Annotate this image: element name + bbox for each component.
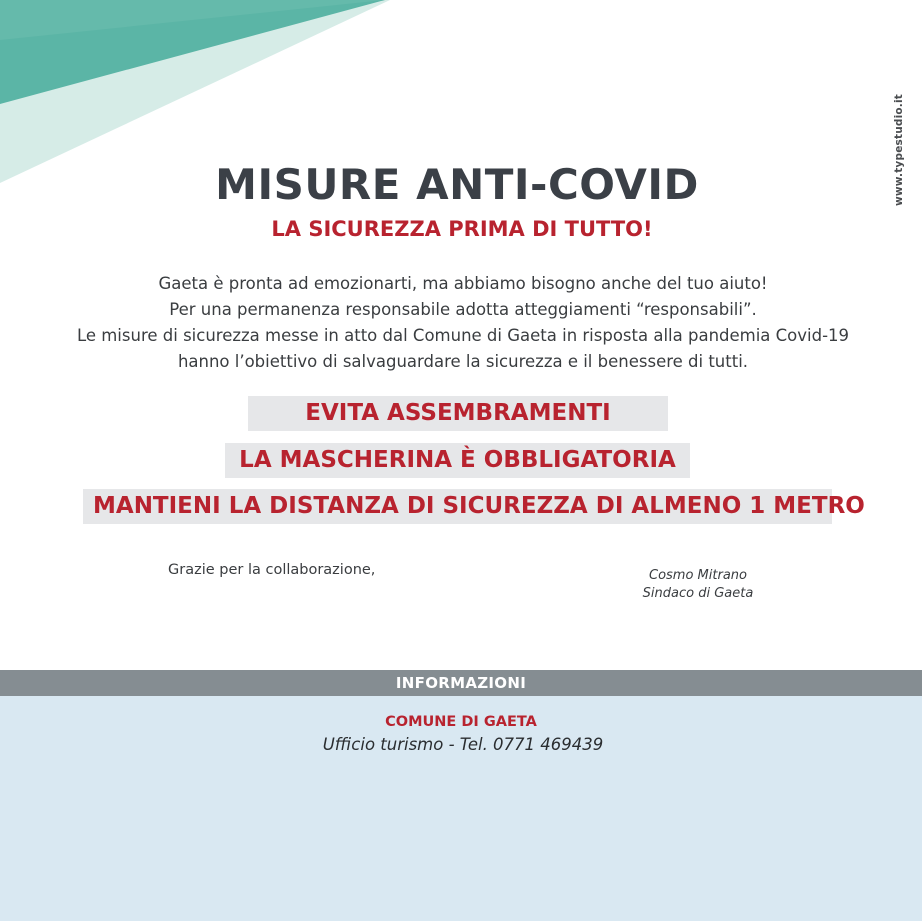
info-organization: COMUNE DI GAETA	[385, 714, 537, 730]
intro-line: Gaeta è pronta ad emozionarti, ma abbiamo bisogno anche del tuo aiuto!	[158, 274, 768, 293]
intro-line: Le misure di sicurezza messe in atto dal Comune di Gaeta in risposta alla pandemia Covid-19	[76, 326, 850, 345]
thanks-text: Grazie per la collaborazione,	[168, 562, 376, 578]
intro-line: hanno l’obiettivo di salvaguardare la sicurezza e il benessere di tutti.	[177, 352, 749, 371]
signature	[620, 567, 776, 603]
intro-paragraph	[0, 271, 922, 375]
typestudio-credit: www.typestudio.it	[893, 94, 905, 206]
info-header: INFORMAZIONI	[0, 670, 922, 696]
intro-line: Per una permanenza responsabile adotta atteggiamenti “responsabili”.	[169, 300, 757, 319]
signature-role: Sindaco di Gaeta	[642, 586, 754, 601]
rule-avoid-gatherings: EVITA ASSEMBRAMENTI	[248, 396, 668, 431]
info-contact: Ufficio turismo - Tel. 0771 469439	[322, 735, 604, 754]
rule-mask-mandatory: LA MASCHERINA È OBBLIGATORIA	[225, 443, 690, 478]
rule-keep-distance: MANTIENI LA DISTANZA DI SICUREZZA DI ALMENO 1 METRO	[83, 489, 832, 524]
page-subtitle: LA SICUREZZA PRIMA DI TUTTO!	[271, 217, 653, 241]
signature-name: Cosmo Mitrano	[649, 568, 747, 583]
page-title: MISURE ANTI-COVID	[215, 160, 699, 209]
